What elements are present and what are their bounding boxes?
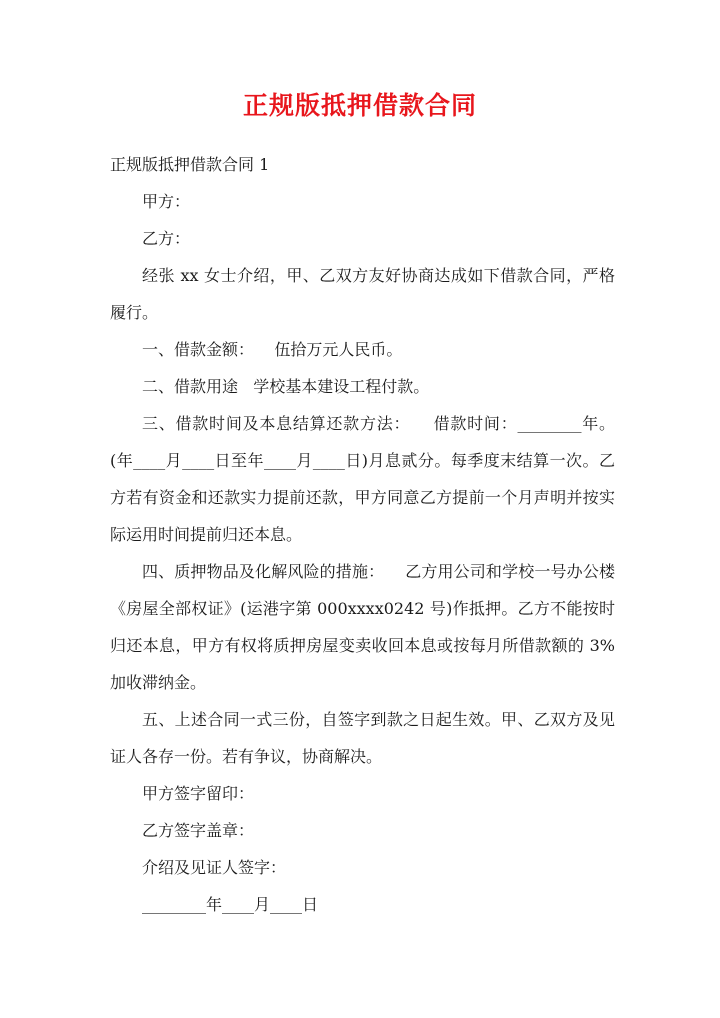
party-b-signature-line: 乙方签字盖章： [142,821,255,840]
party-a-signature-line: 甲方签字留印： [142,784,255,803]
document-title: 正规版抵押借款合同 [242,91,477,120]
clause-collateral: 四、质押物品及化解风险的措施： 乙方用公司和学校一号办公楼《房屋全部权证》(运港字第 000xxxx0242 号)作抵押。乙方不能按时归还本息，甲方有权将质押房屋变卖收回本息或按每月所借款额的 3%加收滞纳金。 [110,562,615,692]
date-line: ________年____月____日 [142,895,319,914]
clause-effectiveness: 五、上述合同一式三份，自签字到款之日起生效。甲、乙双方及见证人各存一份。若有争议，协商解决。 [110,710,615,766]
clause-loan-purpose: 二、借款用途 学校基本建设工程付款。 [142,377,430,396]
clause-loan-amount: 一、借款金额： 伍拾万元人民币。 [142,340,403,359]
witness-signature-line: 介绍及见证人签字： [142,858,287,877]
document-body [110,146,615,923]
party-b-line: 乙方： [142,229,191,248]
contract-subtitle: 正规版抵押借款合同 1 [110,155,270,174]
intro-paragraph: 经张 xx 女士介绍，甲、乙双方友好协商达成如下借款合同，严格履行。 [110,266,615,322]
clause-loan-term: 三、借款时间及本息结算还款方法： 借款时间：________年。(年____月____日至年____月____日)月息贰分。每季度末结算一次。乙方若有资金和还款实力提前还款，甲方同意乙方提前一个月声明并按实际运用时间提前归还本息。 [110,414,615,544]
party-a-line: 甲方： [142,192,191,211]
